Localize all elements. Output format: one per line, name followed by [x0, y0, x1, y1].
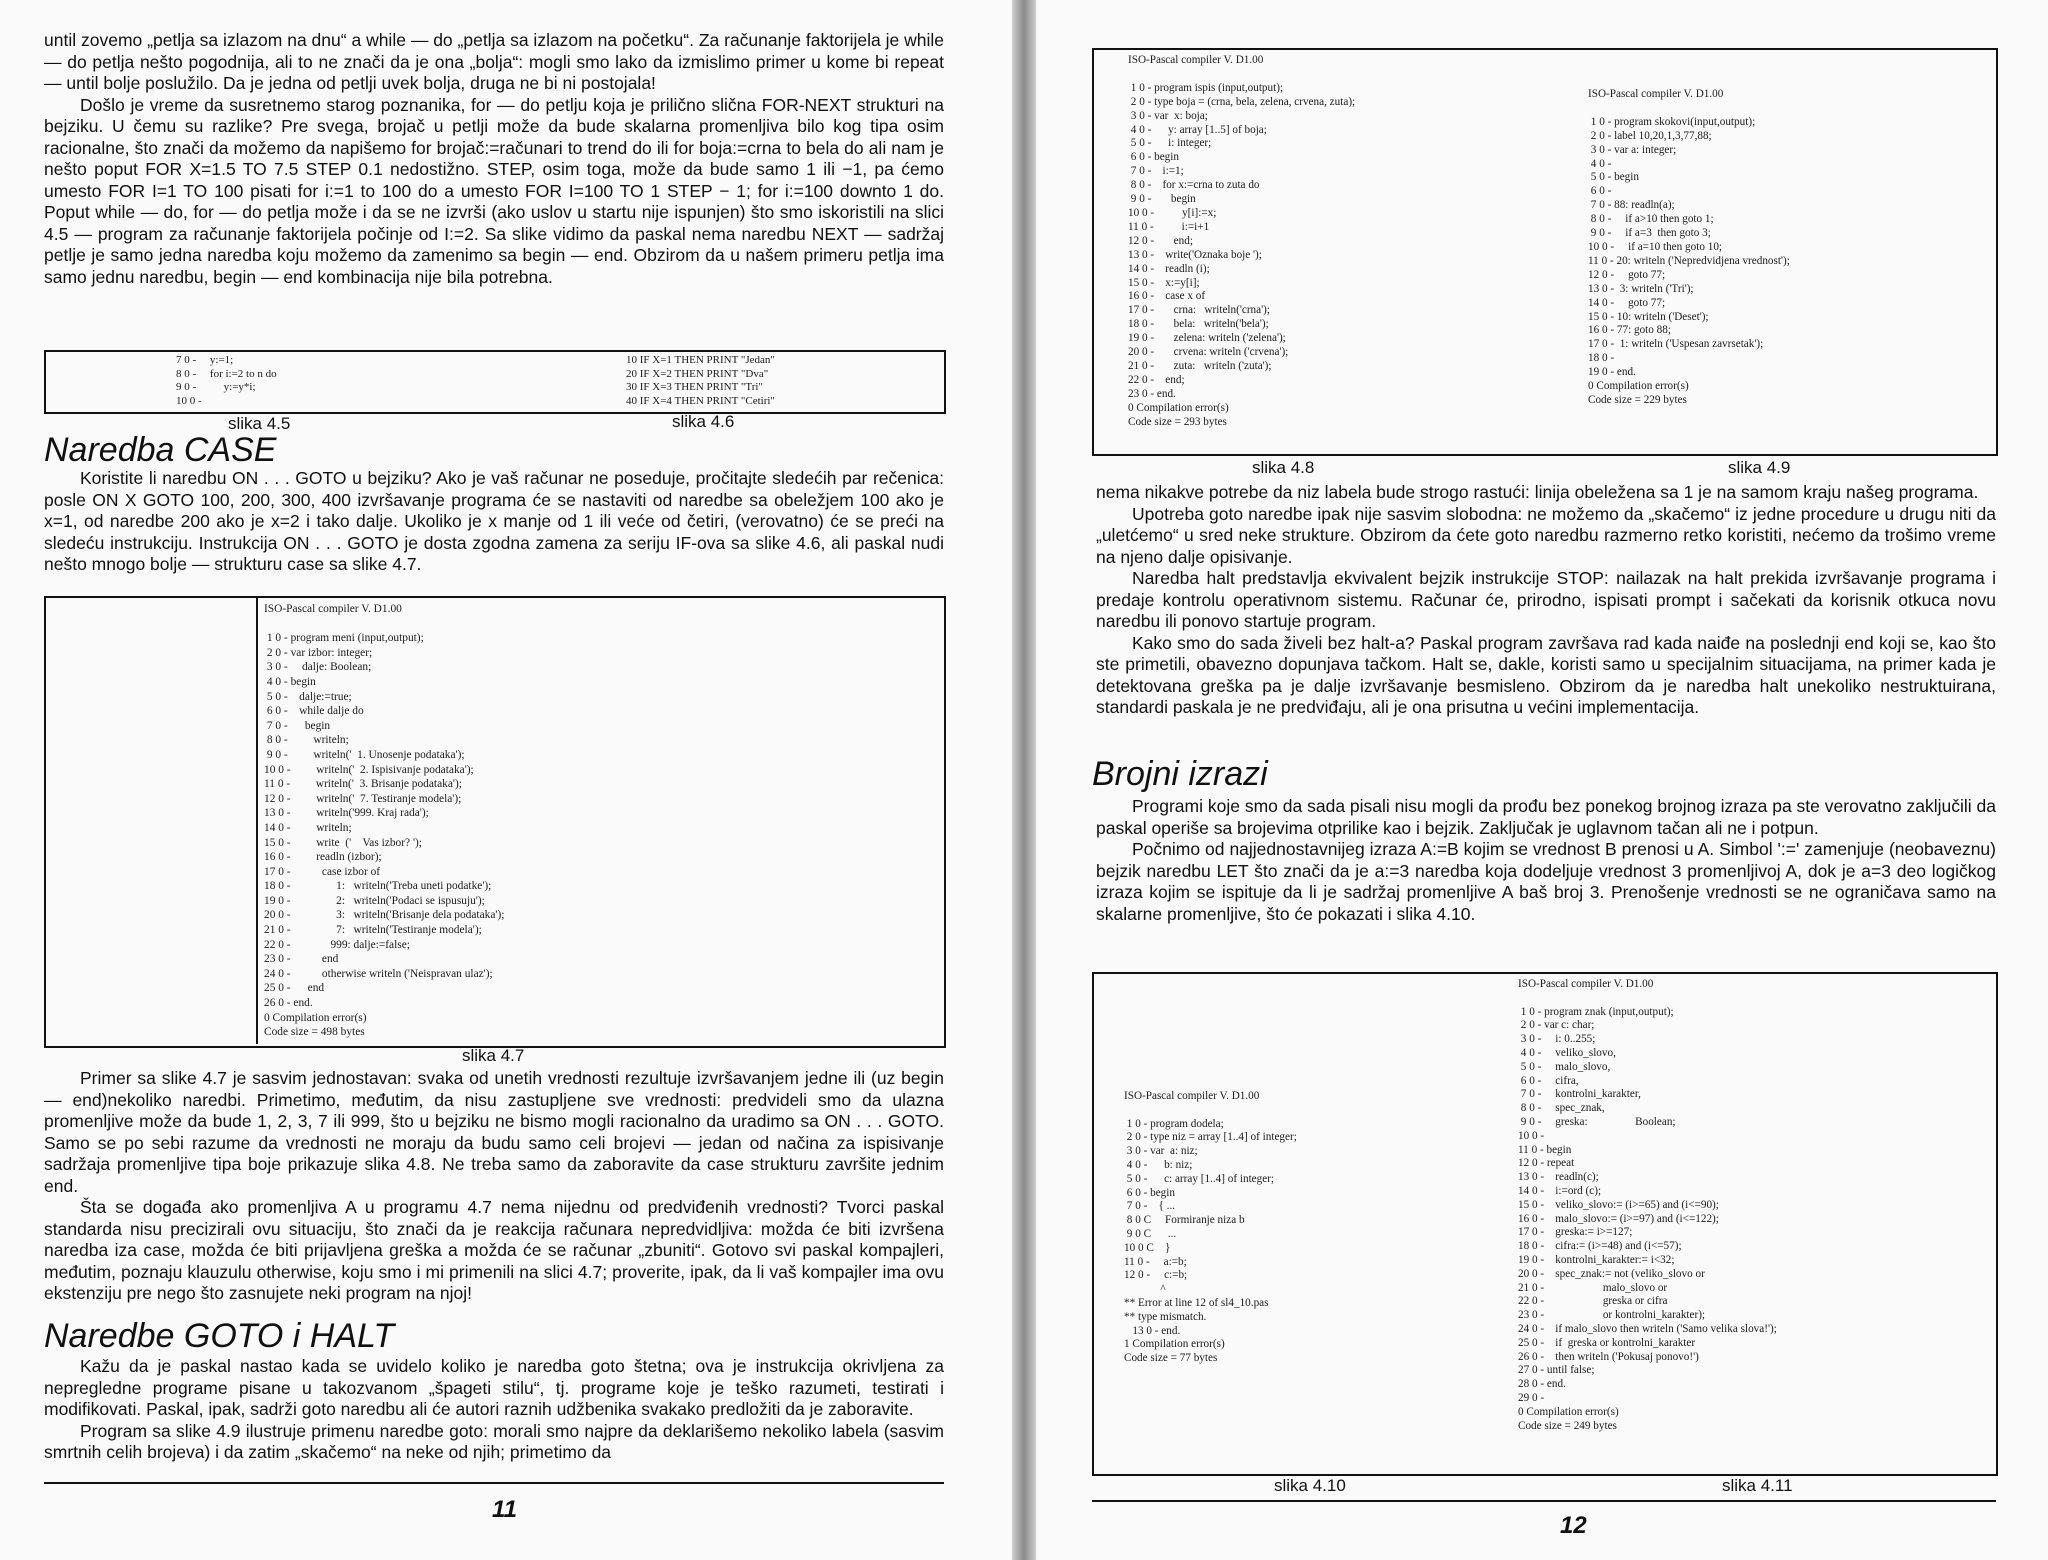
case-paragraph: Koristite li naredbu ON . . . GOTO u bejziku? Ako je vaš računar ne poseduje, pročitajte sledećih par rečenica: posle ON X GOTO 100, 200, 300, 400 izvršavanje programa će se nastaviti od naredbe sa obeležjem 100 ako je x=1, od naredbe 200 ako je x=2 i tako dalje. Ukoliko je x manje od 1 ili veće od četiri, (verovatno) će se preći na sledeću instrukciju. Instrukcija ON . . . GOTO je dosta zgodna zamena za seriju IF-ova sa slike 4.6, ali paskal nudi nešto mnogo bolje — strukturu case sa slike 4.7. — [44, 468, 944, 574]
figure-4-5-4-6-frame — [44, 350, 946, 414]
right-page — [1036, 0, 2048, 1560]
page-number: 11 — [492, 1496, 517, 1523]
after-case-text-block — [44, 1068, 944, 1305]
figure-4-10-4-11-frame — [1092, 972, 1998, 1476]
figure-4-5-code: 7 0 - y:=1; 8 0 - for i:=2 to n do 9 0 - y:=y*i; 10 0 - — [176, 354, 277, 407]
brojni-paragraph: Počnimo od najjednostavnijeg izraza A:=B kojim se vrednost B prenosi u A. Simbol ':=' zamenjuje (neobaveznu) bejzik naredbu LET što znači da je a:=3 naredba koja dodeljuje vrednost 3 promenljivoj A, dok je a=3 deo logičkog izraza kojim se ispituje da li je sadržaj promenljive A baš broj 3. Prenošenje vrednosti se ne ograničava samo na skalarne promenljive, što će pokazati i slika 4.10. — [1096, 839, 1996, 924]
figure-4-7-code: ISO-Pascal compiler V. D1.00 1 0 - program meni (input,output); 2 0 - var izbor: integer; 3 0 - dalje: Boolean; 4 0 - begin 5 0 - dalje:=true; 6 0 - while dalje do 7 0 - begin 8 0 - writeln; 9 0 - writeln(' 1. Unosenje podataka'); 10 0 - writeln(' 2. Ispisivanje podataka'); 11 0 - writeln(' 3. Brisanje podataka'); 12 0 - writeln(' 7. Testiranje modela'); 13 0 - writeln('999. Kraj rada'); 14 0 - writeln; 15 0 - write (' Vas izbor? '); 16 0 - readln (izbor); 17 0 - case izbor of 18 0 - 1: writeln('Treba uneti podatke'); 19 0 - 2: writeln('Podaci se ispusuju'); 20 0 - 3: writeln('Brisanje dela podataka'); 21 0 - 7: writeln('Testiranje modela'); 22 0 - 999: dalje:=false; 23 0 - end 24 0 - otherwise writeln ('Neispravan ulaz'); 25 0 - end 26 0 - end. 0 Compilation error(s) Code size = 498 bytes — [264, 603, 505, 1039]
goto-continued-paragraph: nema nikakve potrebe da niz labela bude strogo rastući: linija obeležena sa 1 je na samom kraju našeg programa. — [1096, 482, 1979, 502]
figure-4-11-caption: slika 4.11 — [1722, 1476, 1793, 1495]
figure-4-5-caption: slika 4.5 — [228, 414, 291, 433]
figure-4-10-code: ISO-Pascal compiler V. D1.00 1 0 - program dodela; 2 0 - type niz = array [1..4] of integer; 3 0 - var a: niz; 4 0 - b: niz; 5 0 - c: array [1..4] of integer; 6 0 - begin 7 0 - { ... 8 0 C Formiranje niza b 9 0 C ... 10 0 C } 11 0 - a:=b; 12 0 - c:=b; ^ ** Error at line 12 of sl4_10.pas ** type mismatch. 13 0 - end. 1 Compilation error(s) Code size = 77 bytes — [1124, 1090, 1297, 1365]
figure-4-8-code: ISO-Pascal compiler V. D1.00 1 0 - program ispis (input,output); 2 0 - type boja = (crna, bela, zelena, crvena, zuta); 3 0 - var x: boja; 4 0 - y: array [1..5] of boja; 5 0 - i: integer; 6 0 - begin 7 0 - i:=1; 8 0 - for x:=crna to zuta do 9 0 - begin 10 0 - y[i]:=x; 11 0 - i:=i+1 12 0 - end; 13 0 - write('Oznaka boje '); 14 0 - readln (i); 15 0 - x:=y[i]; 16 0 - case x of 17 0 - crna: writeln('crna'); 18 0 - bela: writeln('bela'); 19 0 - zelena: writeln ('zelena'); 20 0 - crvena: writeln ('crvena'); 21 0 - zuta: writeln ('zuta'); 22 0 - end; 23 0 - end. 0 Compilation error(s) Code size = 293 bytes — [1128, 54, 1356, 428]
goto-paragraph: Program sa slike 4.9 ilustruje primenu naredbe goto: morali smo najpre da deklarišemo nekoliko labela (sasvim smrtnih celih brojeva) i da zatim „skačemo“ na neke od njih; primetimo da — [44, 1420, 944, 1462]
goto-continued-paragraph: Kako smo do sada živeli bez halt-a? Paskal program završava rad kada naiđe na poslednji end koji se, kao što ste primetili, obavezno dopunjava tačkom. Halt se, dakle, koristi samo u specijalnim situacijama, na primer kada je detektovana greška pa je dalje izvršavanje besmisleno. Obzirom da je naredba halt unekoliko nestruktuirana, standardi paskala je ne predviđaju, ali je ona prisutna u većini implementacija. — [1096, 632, 1996, 717]
left-page — [0, 0, 1012, 1560]
brojni-text-block — [1096, 796, 1996, 925]
intro-paragraph: Došlo je vreme da susretnemo starog poznanika, for — do petlju koja je prilično slična FOR-NEXT strukturi na bejziku. U čemu su razlike? Pre svega, brojač u petlji može da bude skalarna promenljiva bilo kog tipa osim racionalne, što znači da možemo da napišemo for brojač:=računari to trend do ili for boja:=crna to bela do ali nam je nešto poput FOR X=1.5 TO 7.5 STEP 0.1 nedostižno. STEP, osim toga, može da bude samo 1 ili −1, pa ćemo umesto FOR I=1 TO 100 pisati for i:=1 to 100 do a umesto FOR I=100 TO 1 STEP − 1; for i:=100 downto 1 do. Poput while — do, for — do petlja može i da se ne izvrši (ako uslov u startu nije ispunjen) što smo iskoristili na slici 4.5 — program za računanje faktorijela počinje od I:=2. Sa slike vidimo da paskal nema naredbu NEXT — sadržaj petlje je samo jedna naredba koju možemo da zamenimo sa begin — end. Obzirom da u našem primeru petlja ima samo jednu naredbu, begin — end kombinacija nije bila potrebna. — [44, 94, 944, 287]
figure-4-8-4-9-frame — [1092, 48, 1998, 456]
figure-4-6-caption: slika 4.6 — [672, 412, 735, 431]
goto-continued-paragraph: Naredba halt predstavlja ekvivalent bejzik instrukcije STOP: nailazak na halt prekida izvršavanje programa i predaje kontrolu operativnom sistemu. Računar će, prirodno, ispisati prompt i sačekati da korisnik otkuca novu naredbu ili ponovo startuje program. — [1096, 568, 1996, 631]
goto-text-block — [44, 1356, 944, 1464]
figure-4-9-caption: slika 4.9 — [1728, 458, 1791, 477]
footer-rule — [1092, 1500, 1996, 1502]
goto-paragraph: Kažu da je paskal nastao kada se uvidelo koliko je naredba goto štetna; ova je instrukcija okrivljena za nepregledne programe pisane u takozvanom „špageti stilu“, tj. programe koje je teško razumeti, testirati i modifikovati. Paskal, ipak, sadrži goto naredbu ali će autori raznih udžbenika svakako predložiti da je zaboravite. — [44, 1356, 944, 1419]
case-text-block — [44, 468, 944, 576]
book-gutter — [1012, 0, 1036, 1560]
figure-4-11-code: ISO-Pascal compiler V. D1.00 1 0 - program znak (input,output); 2 0 - var c: char; 3 0 - i: 0..255; 4 0 - veliko_slovo, 5 0 - malo_slovo, 6 0 - cifra, 7 0 - kontrolni_karakter, 8 0 - spec_znak, 9 0 - greska: Boolean; 10 0 - 11 0 - begin 12 0 - repeat 13 0 - readln(c); 14 0 - i:=ord (c); 15 0 - veliko_slovo:= (i>=65) and (i<=90); 16 0 - malo_slovo:= (i>=97) and (i<=122); 17 0 - greska:= i>=127; 18 0 - cifra:= (i>=48) and (i<=57); 19 0 - kontrolni_karakter:= i<32; 20 0 - spec_znak:= not (veliko_slovo or 21 0 - malo_slovo or 22 0 - greska or cifra 23 0 - or kontrolni_karakter); 24 0 - if malo_slovo then writeln ('Samo velika slova!'); 25 0 - if greska or kontrolni_karakter 26 0 - then writeln ('Pokusaj ponovo!') 27 0 - until false; 28 0 - end. 29 0 - 0 Compilation error(s) Code size = 249 bytes — [1518, 978, 1777, 1432]
figure-divider — [256, 598, 258, 1044]
heading-naredbe-goto-halt: Naredbe GOTO i HALT — [44, 1317, 395, 1355]
figure-4-9-code: ISO-Pascal compiler V. D1.00 1 0 - program skokovi(input,output); 2 0 - label 10,20,1,3,77,88; 3 0 - var a: integer; 4 0 - 5 0 - begin 6 0 - 7 0 - 88: readln(a); 8 0 - if a>10 then goto 1; 9 0 - if a=3 then goto 3; 10 0 - if a=10 then goto 10; 11 0 - 20: writeln ('Nepredvidjena vrednost'); 12 0 - goto 77; 13 0 - 3: writeln ('Tri'); 14 0 - goto 77; 15 0 - 10: writeln ('Deset'); 16 0 - 77: goto 88; 17 0 - 1: writeln ('Uspesan zavrsetak'); 18 0 - 19 0 - end. 0 Compilation error(s) Code size = 229 bytes — [1588, 88, 1790, 406]
heading-brojni-izrazi: Brojni izrazi — [1092, 755, 1268, 793]
figure-4-8-caption: slika 4.8 — [1252, 458, 1315, 477]
goto-continued-text-block — [1096, 482, 1996, 719]
goto-continued-paragraph: Upotreba goto naredbe ipak nije sasvim slobodna: ne možemo da „skačemo“ iz jedne procedure u drugu niti da „uletćemo“ u sred neke strukture. Obzirom da ćete goto naredbu razmerno retko koristiti, nećemo da trošimo vreme na njeno dalje opisivanje. — [1096, 503, 1996, 567]
footer-rule — [44, 1482, 944, 1484]
heading-naredba-case: Naredba CASE — [44, 431, 277, 469]
figure-4-10-caption: slika 4.10 — [1274, 1476, 1346, 1495]
brojni-paragraph: Programi koje smo da sada pisali nisu mogli da prođu bez ponekog brojnog izraza pa ste verovatno zaključili da paskal operiše sa brojevima otprilike kao i bejzik. Zaključak je uglavnom tačan ali ne i potpun. — [1096, 796, 1996, 838]
intro-text-block — [44, 30, 944, 288]
figure-4-6-code: 10 IF X=1 THEN PRINT "Jedan" 20 IF X=2 THEN PRINT "Dva" 30 IF X=3 THEN PRINT "Tri" 40 IF X=4 THEN PRINT "Cetiri" — [626, 354, 775, 407]
page-number: 12 — [1560, 1512, 1587, 1539]
figure-4-7-caption: slika 4.7 — [462, 1046, 525, 1065]
figure-4-7-frame — [44, 596, 946, 1048]
after-case-paragraph: Šta se događa ako promenljiva A u programu 4.7 nema nijednu od predviđenih vrednosti? Tvorci paskal standarda nisu precizirali ovu situaciju, što znači da je reakcija računara nepredvidljiva: možda će biti izvršena naredba iza case, možda će biti prijavljena greška a možda će se računar „zbuniti“. Gotovo svi paskal kompajleri, međutim, poznaju klauzulu otherwise, koju smo i mi primenili na slici 4.7; proverite, ipak, da li vaš kompajler ima ovu ekstenziju pre nego što zasnujete neki program na njoj! — [44, 1197, 944, 1303]
intro-paragraph: until zovemo „petlja sa izlazom na dnu“ a while — do „petlja sa izlazom na početku“. Za računanje faktorijela je while — do petlja nešto pogodnija, ali to ne znači da je ona „bolja“: mogli smo lako da izmislimo primer u kome bi repeat — until bolje poslužilo. Da je jedna od petlji uvek bolja, druga ne bi ni postojala! — [44, 30, 944, 93]
after-case-paragraph: Primer sa slike 4.7 je sasvim jednostavan: svaka od unetih vrednosti rezultuje izvršavanjem jedne ili (uz begin — end)nekoliko naredbi. Primetimo, međutim, da nisu zastupljene sve vrednosti: predvideli smo da ulazna promenljive može da bude 1, 2, 3, 7 ili 999, što u bejziku ne bismo mogli racionalno da uradimo sa ON . . . GOTO. Samo se po sebi razume da vrednosti ne moraju da budu samo celi brojevi — jedan od načina za ispisivanje sadržaja promenljive tipa boje prikazuje slika 4.8. Ne treba samo da zaboravite da case strukturu završite jednim end. — [44, 1068, 944, 1196]
